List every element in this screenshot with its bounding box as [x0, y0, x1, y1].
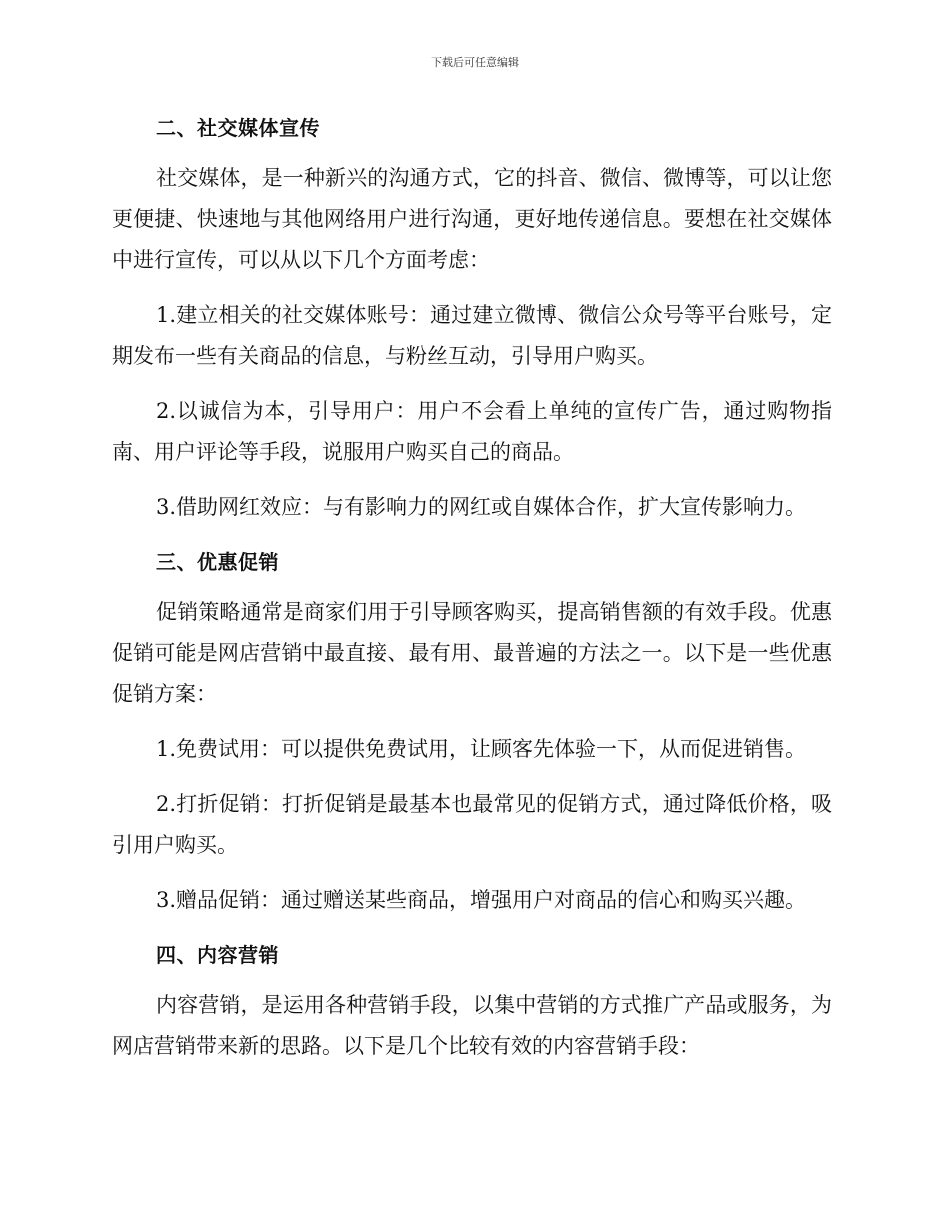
- section-social-media: [112, 108, 832, 528]
- section-heading: 二、社交媒体宣传: [156, 116, 320, 140]
- paragraph: 3.赠品促销：通过赠送某些商品，增强用户对商品的信心和购买兴趣。: [156, 888, 807, 912]
- paragraph: 2.打折促销：打折促销是最基本也最常见的促销方式，通过降低价格，吸引用户购买。: [112, 792, 832, 857]
- section-heading: 四、内容营销: [156, 943, 279, 967]
- document-body: [112, 108, 832, 1081]
- paragraph: 内容营销，是运用各种营销手段，以集中营销的方式推广产品或服务，为网店营销带来新的思路。以下是几个比较有效的内容营销手段：: [112, 993, 832, 1058]
- paragraph: 社交媒体，是一种新兴的沟通方式，它的抖音、微信、微博等，可以让您更便捷、快速地与其他网络用户进行沟通，更好地传递信息。要想在社交媒体中进行宣传，可以从以下几个方面考虑：: [112, 166, 832, 272]
- section-content-marketing: [112, 935, 832, 1067]
- paragraph: 1.建立相关的社交媒体账号：通过建立微博、微信公众号等平台账号，定期发布一些有关商品的信息，与粉丝互动，引导用户购买。: [112, 303, 832, 368]
- paragraph: 促销策略通常是商家们用于引导顾客购买，提高销售额的有效手段。优惠促销可能是网店营销中最直接、最有用、最普遍的方法之一。以下是一些优惠促销方案：: [112, 600, 832, 706]
- section-promotion: [112, 542, 832, 921]
- section-heading: 三、优惠促销: [156, 550, 279, 574]
- paragraph: 3.借助网红效应：与有影响力的网红或自媒体合作，扩大宣传影响力。: [156, 495, 807, 519]
- paragraph: 1.免费试用：可以提供免费试用，让顾客先体验一下，从而促进销售。: [156, 737, 807, 761]
- paragraph: 2.以诚信为本，引导用户：用户不会看上单纯的宣传广告，通过购物指南、用户评论等手段，说服用户购买自己的商品。: [112, 399, 832, 464]
- page-header: 下载后可任意编辑: [431, 56, 519, 69]
